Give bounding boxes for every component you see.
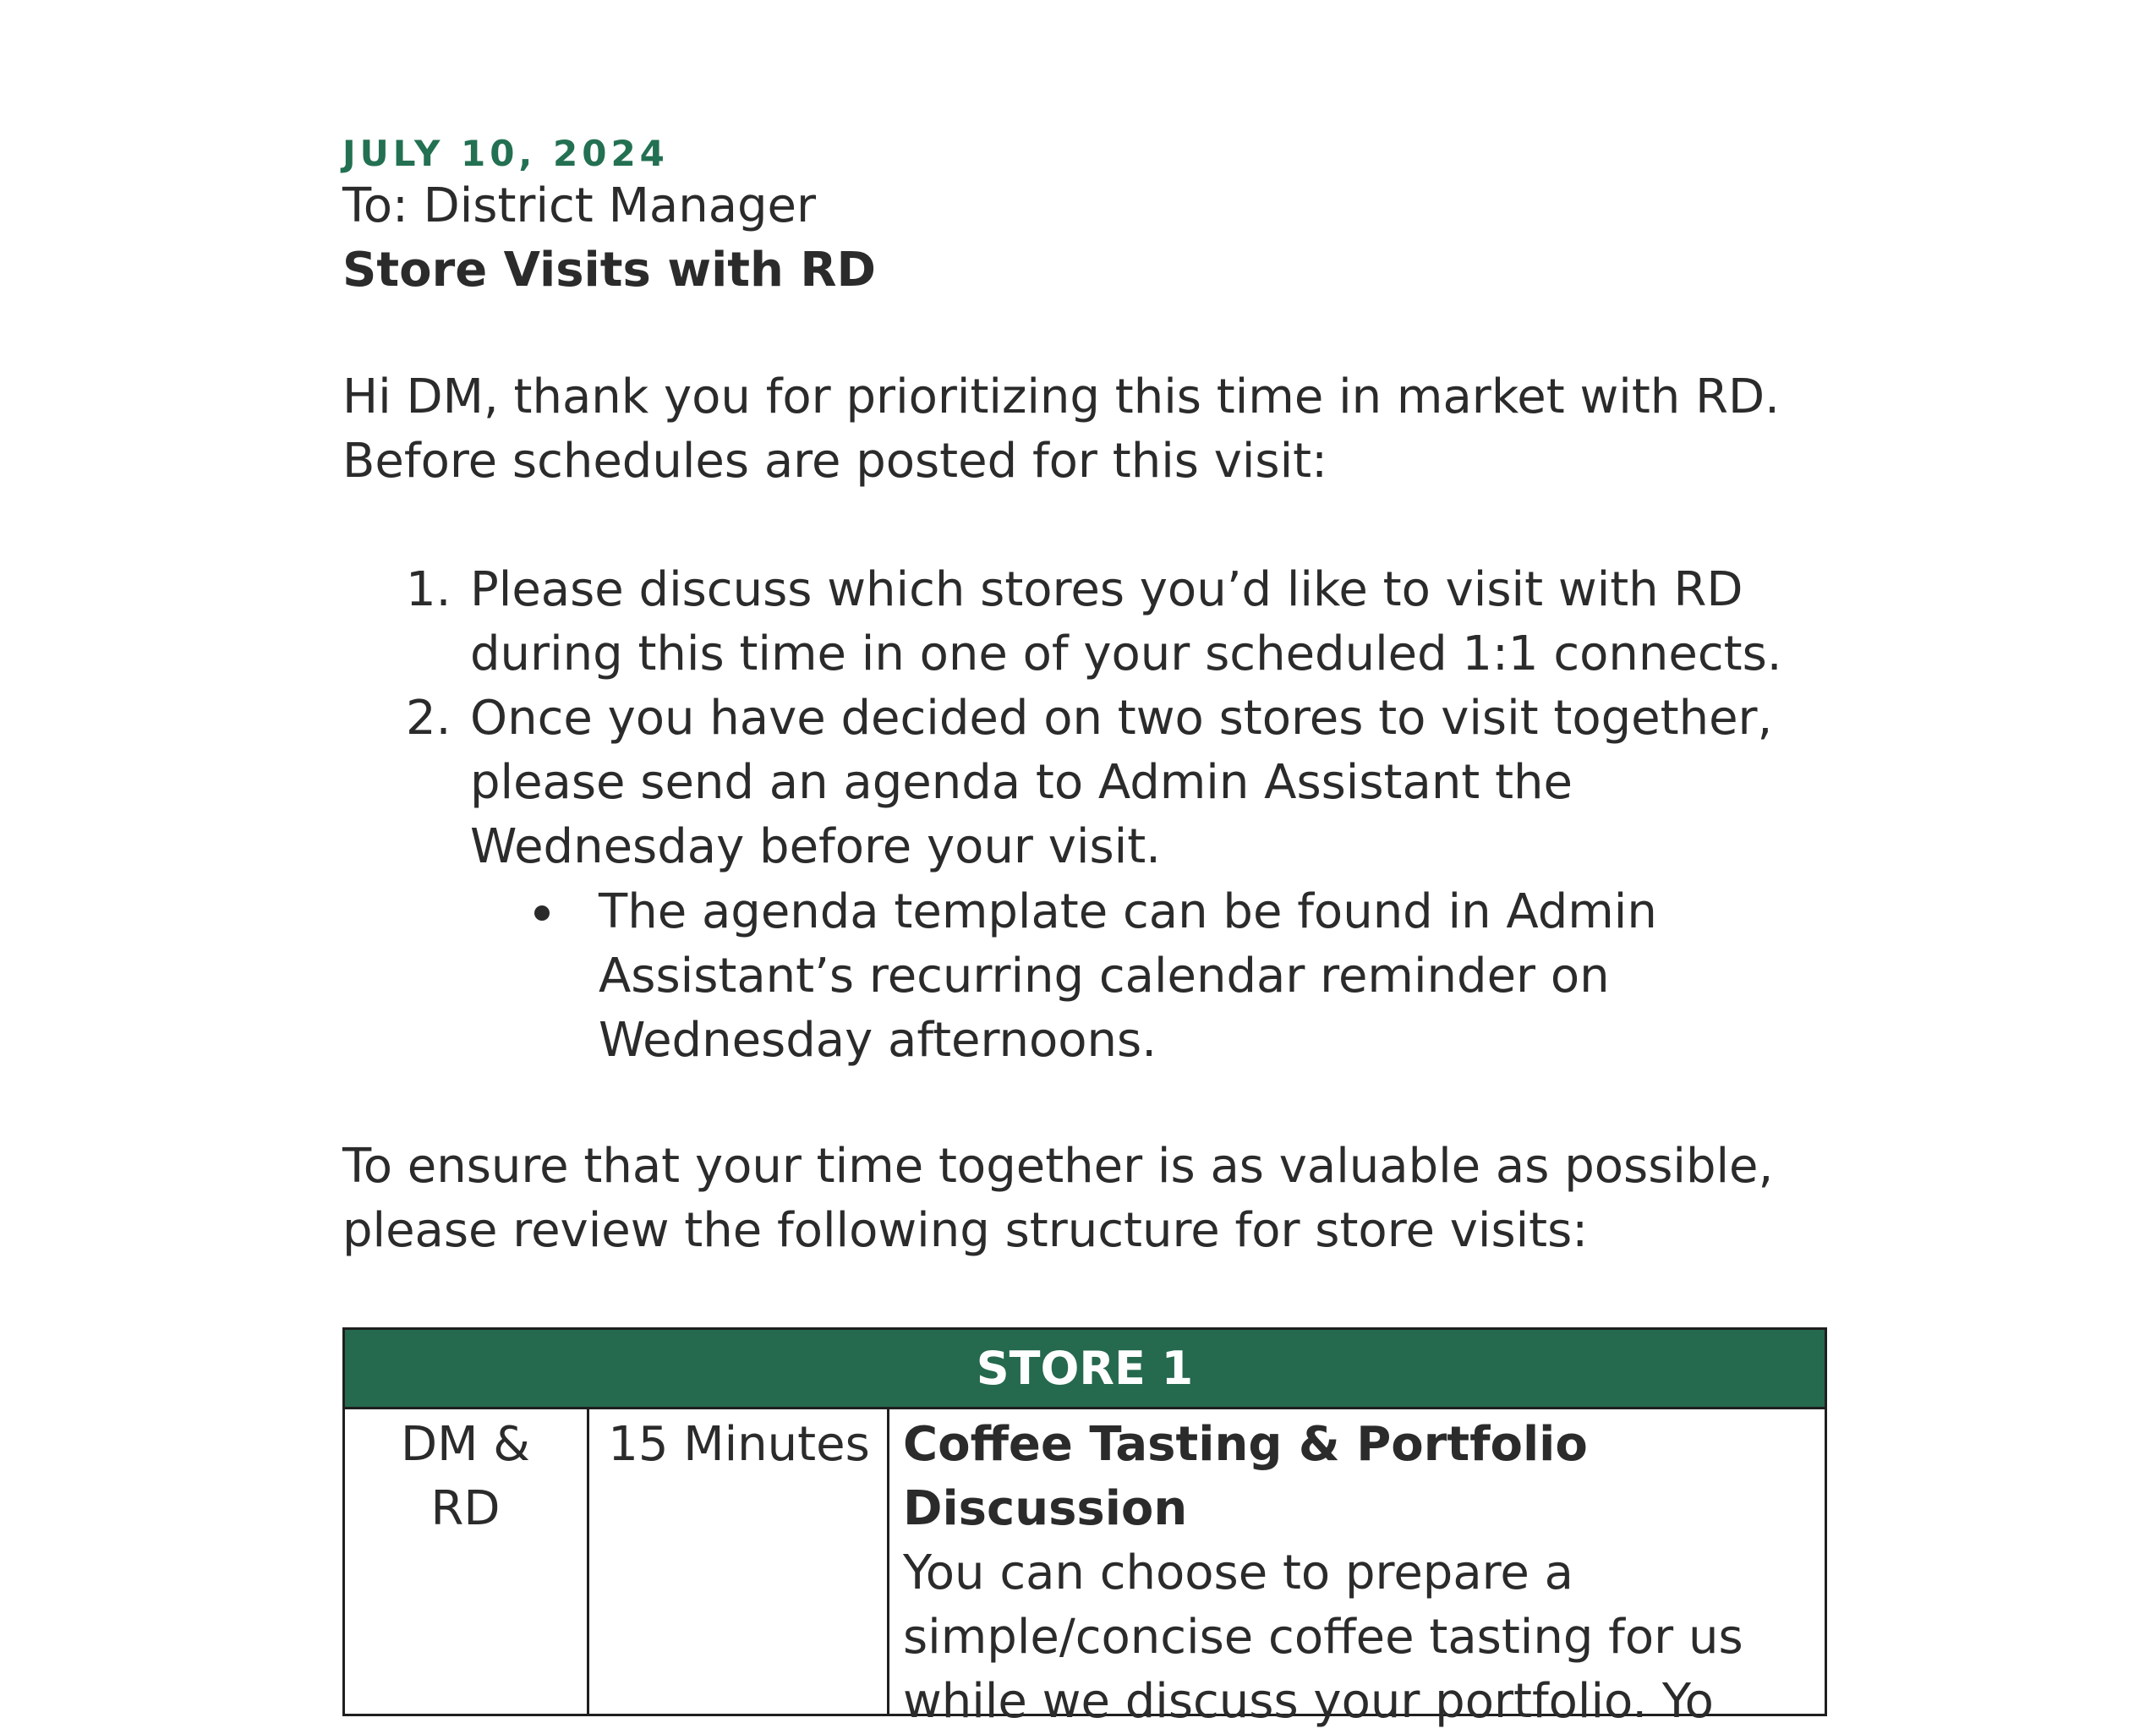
bullet-dot-icon xyxy=(534,905,550,921)
intro-line: Hi DM, thank you for prioritizing this time in market with RD. xyxy=(342,369,1780,424)
store-visit-table xyxy=(342,1327,1827,1729)
memo-recipient: To: District Manager xyxy=(342,178,817,233)
activity-heading-line: Discussion xyxy=(903,1481,1188,1536)
closing-line: please review the following structure for store visits: xyxy=(342,1203,1589,1258)
memo-subject: Store Visits with RD xyxy=(342,243,877,298)
activity-cell xyxy=(903,1413,1816,1734)
closing-paragraph xyxy=(342,1135,1864,1263)
table-header-store-1: STORE 1 xyxy=(345,1330,1825,1409)
sub-bullet-line: Assistant’s recurring calendar reminder on xyxy=(599,949,1610,1004)
step-line: Please discuss which stores you’d like to visit with RD xyxy=(470,562,1743,617)
activity-body-line: simple/concise coffee tasting for us xyxy=(903,1610,1743,1665)
step-text xyxy=(470,558,1782,686)
closing-line: To ensure that your time together is as valuable as possible, xyxy=(342,1139,1774,1194)
step-line: Once you have decided on two stores to visit together, xyxy=(470,691,1773,746)
participants-cell xyxy=(345,1413,586,1541)
step-number: 2. xyxy=(406,691,451,746)
duration-cell: 15 Minutes xyxy=(608,1417,870,1472)
sub-bullet-line: The agenda template can be found in Admin xyxy=(599,884,1657,939)
intro-paragraph xyxy=(342,365,1864,494)
sub-bullet-text xyxy=(599,880,1657,1073)
step-line: Wednesday before your visit. xyxy=(470,819,1161,874)
sub-bullet-line: Wednesday afternoons. xyxy=(599,1013,1157,1068)
activity-heading-line: Coffee Tasting & Portfolio xyxy=(903,1417,1588,1472)
activity-body-line: while we discuss your portfolio. Yo xyxy=(903,1674,1714,1729)
step-number: 1. xyxy=(406,562,451,617)
step-line: during this time in one of your scheduled 1:1 connects. xyxy=(470,626,1782,681)
step-text xyxy=(470,686,1772,879)
column-divider xyxy=(587,1409,589,1714)
memo-date: JULY 10, 2024 xyxy=(342,133,669,174)
participants-line: DM & xyxy=(401,1417,530,1472)
participants-line: RD xyxy=(430,1481,501,1536)
step-line: please send an agenda to Admin Assistant the xyxy=(470,755,1573,810)
intro-line: Before schedules are posted for this visit: xyxy=(342,434,1327,489)
activity-body-line: You can choose to prepare a xyxy=(903,1545,1573,1600)
